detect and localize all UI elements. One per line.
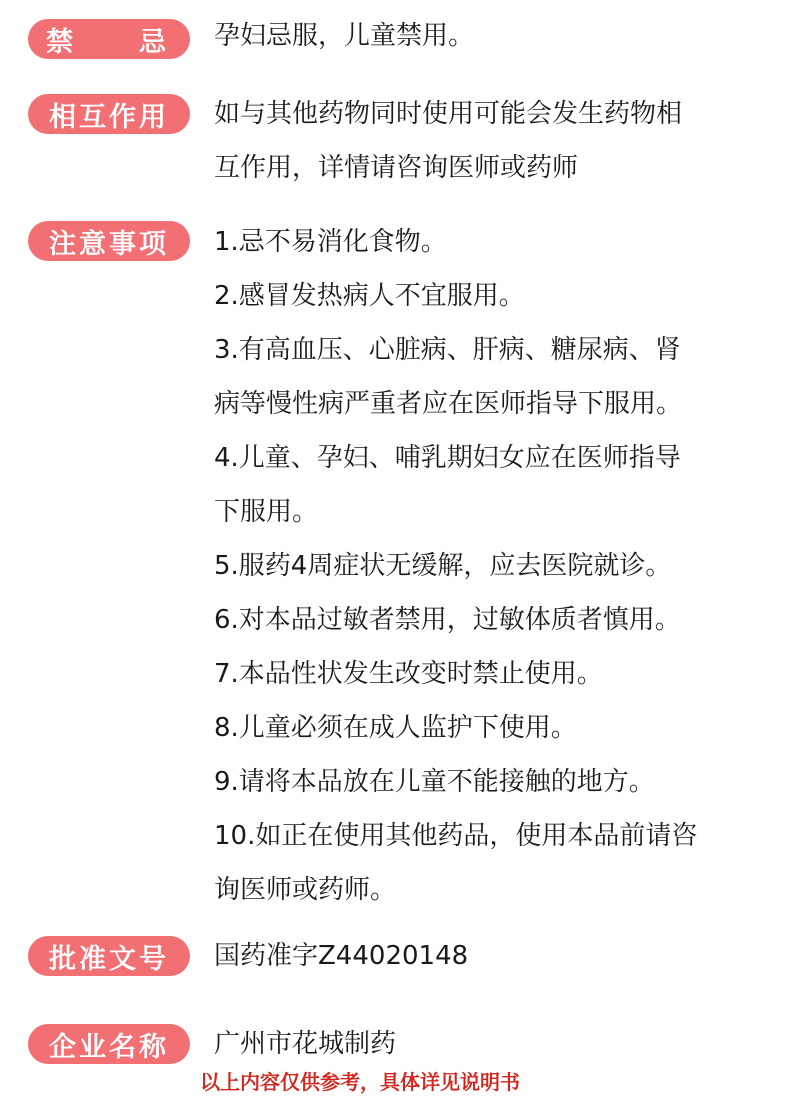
text-line: 病等慢性病严重者应在医师指导下服用。 (214, 389, 683, 419)
text-line: 5.服药4周症状无缓解，应去医院就诊。 (214, 551, 672, 581)
text-line: 1.忌不易消化食物。 (214, 227, 447, 257)
disclaimer-note: 以上内容仅供参考，具体详见说明书 (200, 1070, 520, 1094)
badge-contraindication (28, 19, 190, 59)
text-line: 4.儿童、孕妇、哺乳期妇女应在医师指导 (214, 443, 681, 473)
precautions-text (214, 215, 774, 917)
badge-char: 禁 (46, 26, 73, 58)
text-line: 孕妇忌服，儿童禁用。 (214, 21, 475, 51)
approval-text (214, 929, 774, 983)
text-line: 3.有高血压、心脏病、肝病、糖尿病、肾 (214, 335, 681, 365)
text-line: 8.儿童必须在成人监护下使用。 (214, 713, 577, 743)
text-line: 9.请将本品放在儿童不能接触的地方。 (214, 767, 655, 797)
text-line: 下服用。 (214, 497, 319, 527)
badge-company: 企业名称 (28, 1024, 190, 1064)
interaction-text (214, 87, 774, 195)
contraindication-text (214, 9, 774, 63)
company-text (214, 1017, 774, 1071)
badge-interaction: 相互作用 (28, 94, 190, 134)
company-name: 广州市花城制药 (214, 1029, 397, 1059)
text-line: 6.对本品过敏者禁用，过敏体质者慎用。 (214, 605, 681, 635)
text-line: 10.如正在使用其他药品，使用本品前请咨 (214, 821, 698, 851)
text-line: 7.本品性状发生改变时禁止使用。 (214, 659, 603, 689)
text-line: 互作用，详情请咨询医师或药师 (214, 153, 579, 183)
text-line: 询医师或药师。 (214, 875, 397, 905)
badge-char: 忌 (139, 26, 166, 58)
text-line: 2.感冒发热病人不宜服用。 (214, 281, 525, 311)
badge-precautions: 注意事项 (28, 221, 190, 261)
text-line: 如与其他药物同时使用可能会发生药物相 (214, 99, 683, 129)
approval-number: 国药准字Z44020148 (214, 941, 469, 971)
badge-approval: 批准文号 (28, 936, 190, 976)
